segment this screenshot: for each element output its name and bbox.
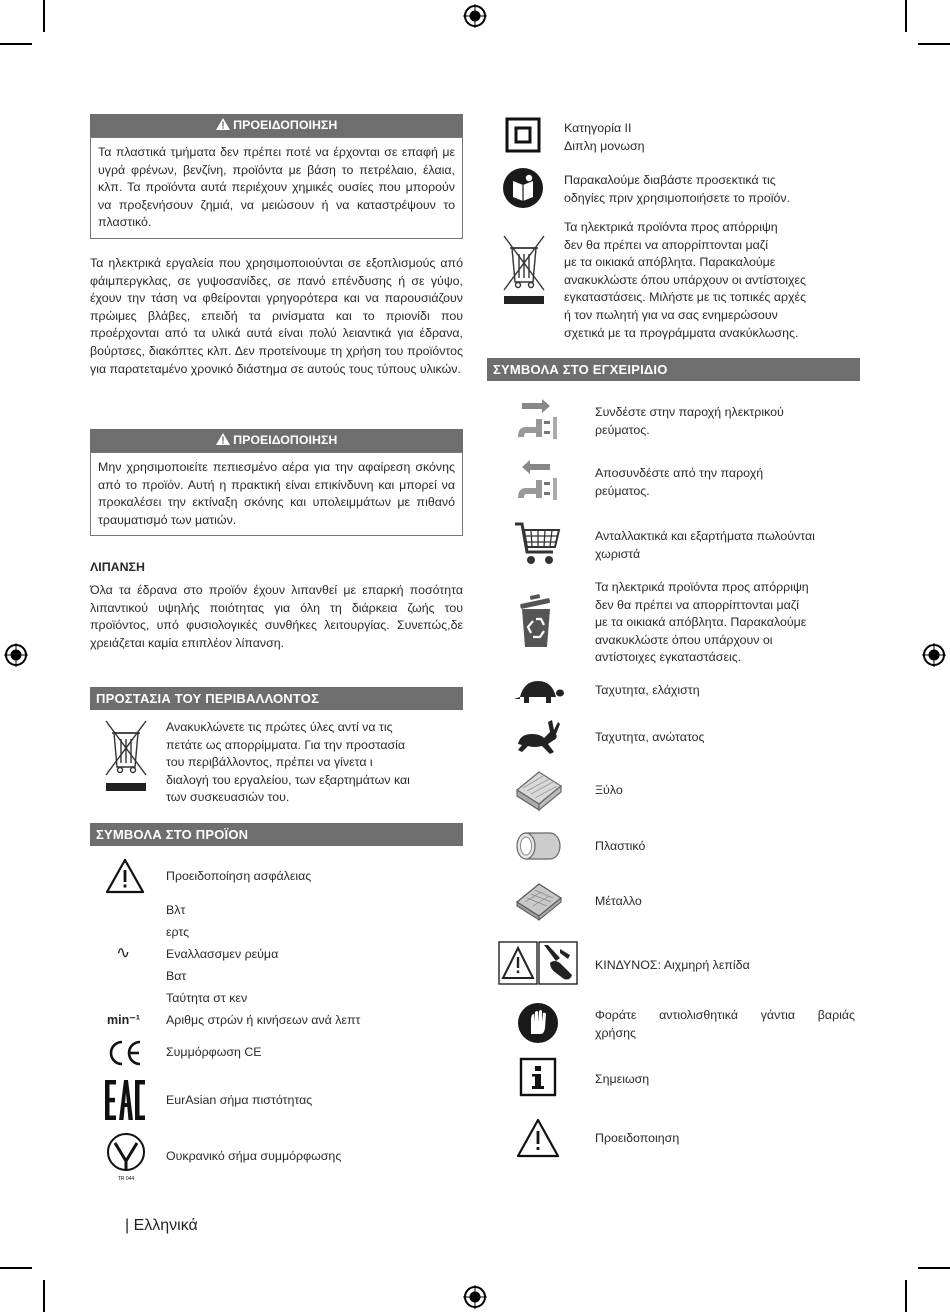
alternating-current-icon: ∿ [116,943,131,962]
lubrication-title: ΛΙΠΑΝΣΗ [90,560,145,574]
info-icon [518,1056,558,1098]
tortoise-icon [511,676,565,706]
registration-mark-icon [463,1285,487,1309]
section-header-environment: ΠΡΟΣΤΑΣΙΑ ΤΟΥ ΠΕΡΙΒΑΛΛΟΝΤΟΣ [90,687,463,710]
eac-mark-icon [103,1078,147,1122]
svg-text:TR 044: TR 044 [117,1176,135,1181]
symbol-description: Τα ηλεκτρικά προϊόντα προς απόρριψη δεν θα πρέπει να απορρίπτονται μαζί με τα οικιακά απόβλητα. Παρακαλούμε ανακυκλώστε όπου υπάρχουν οι αντίστοιχες εγκαταστάσεις. Μιλήστε με τις τοπικές αρχές ή τον πωλητή για να σας ενημερώσουν σχετικά με τα προγράμματα ανακύκλωσης. [564,220,807,340]
warning-box [90,429,463,536]
registration-mark-icon [922,643,946,667]
plug-connect-icon [511,396,561,444]
crop-mark [905,0,907,32]
metal-plate-icon [512,880,566,924]
warning-header [90,429,463,452]
plug-disconnect-icon [511,457,561,505]
recycle-bin-icon [514,592,558,650]
crop-mark [43,1280,45,1312]
warning-title: ΠΡΟΕΙΔΟΠΟΙΗΣΗ [233,118,338,132]
body-paragraph: Τα ηλεκτρικά εργαλεία που χρησιμοποιούνται σε εξοπλισμούς από φάιμπεργκλας, σε γυψοσανίδες, σε πανό επένδυσης ή σε γύψο, έχουν την τάση να φθείρονται γρηγορότερα και να παρουσιάζουν πρώιμες βλάβες, επειδή τα ρινίσματα και το πριονίδι που προέρχονται από τα υλικά αυτά είναι πολύ λειαντικά για έδρανα, βούρτσες, διακόπτες κλπ. Δεν προτείνουμε τη χρήση του προϊόντος για παρατεταμένο χρονικό διάστημα σε αυτούς τους τύπους υλικών. [90,256,463,376]
crop-mark [0,1267,32,1269]
page-footer-language: | Ελληνικά [125,1217,198,1234]
product-symbol-label: Αριθμς στρών ή κινήσεων ανά λεπτ [166,1013,361,1027]
symbol-description: Παρακαλούμε διαβάστε προσεκτικά τις οδηγίες πριν χρησιμοποιήσετε το προϊόν. [564,173,791,205]
ukraine-conformity-icon [104,1131,148,1181]
symbol-description: Αποσυνδέστε από την παροχή ρεύματος. [595,466,764,498]
read-manual-icon [501,166,545,210]
product-symbol-label: Βατ [166,969,187,983]
symbol-description: Σημειωση [595,1072,650,1086]
min-symbol: min⁻¹ [107,1013,140,1027]
registration-mark-icon [4,643,28,667]
wheelie-bin-crossed-icon [496,234,552,310]
symbol-description: Κατηγορία II Διπλη μονωση [564,121,645,153]
product-symbol-label: EurAsian σήμα πιστότητας [166,1093,313,1107]
product-symbol-label: Προειδοποίηση ασφάλειας [166,869,312,883]
environment-text: Ανακυκλώνετε τις πρώτες ύλες αντί να τις πετάτε ως απορρίμματα. Για την προστασία του περιβάλλοντος, πρέπει να γίνετα ι διαλογή του εργαλείου, των εξαρτημάτων και των συσκευασιών του. [166,720,410,805]
section-header-manual-symbols: ΣΥΜΒΟΛΑ ΣΤΟ ΕΓΧΕΙΡΙΔΙΟ [487,358,860,381]
symbol-description: Ταχυτητα, ελάχιστη [595,683,700,697]
warning-title: ΠΡΟΕΙΔΟΠΟΙΗΣΗ [233,433,338,447]
sharp-blade-danger-icon [498,941,578,985]
symbol-description: Τα ηλεκτρικά προϊόντα προς απόρριψη δεν θα πρέπει να απορρίπτονται μαζί με τα οικιακά απόβλητα. Παρακαλούμε ανακυκλώστε όπου υπάρχουν οι αντίστοιχες εγκαταστάσεις. [595,580,809,665]
warning-triangle-icon [216,433,233,447]
plastic-pipe-icon [515,824,563,868]
product-symbol-label: Συμμόρφωση CE [166,1045,262,1059]
ce-mark-icon [105,1038,145,1068]
wheelie-bin-crossed-icon [98,719,154,795]
symbol-description: Μέταλλο [595,894,642,908]
shopping-cart-icon [512,519,562,569]
product-symbol-label: Ταύτητα στ κεν [166,991,248,1005]
crop-mark [918,43,950,45]
hare-icon [513,717,563,757]
product-symbol-label: Βλτ [166,903,186,917]
symbol-description: Φοράτε αντιολισθητικά γάντια βαριάς χρήσης [595,1008,855,1040]
product-symbol-label: Εναλλασσμεν ρεύμα [166,947,279,961]
warning-text: Τα πλαστικά τμήματα δεν πρέπει ποτέ να έρχονται σε επαφή με υγρά φρένων, βενζίνη, προϊόντα με βάση το πετρέλαιο, έλαια, κλπ. Τα προϊόντα αυτά περιέχουν χημικές ουσίες που μπορούν να προξενήσουν ζημιά, να μειώσουν ή να καταστρέψουν το πλαστικό. [98,145,455,230]
crop-mark [905,1280,907,1312]
lubrication-text: Όλα τα έδρανα στο προϊόν έχουν λιπανθεί με επαρκή ποσότητα λιπαντικού υψηλής ποιότητας για όλη τη διάρκεια ζωής του προϊόντος, υπό φυσιολογικές συνθήκες λειτουργίας. Συνεπώς,δε χρειάζεται καμία επιπλέον λίπανση. [90,583,463,650]
registration-mark-icon [463,4,487,28]
warning-triangle-icon [103,856,147,896]
warning-header [90,114,463,137]
crop-mark [0,43,32,45]
class-ii-double-insulation-icon [503,116,543,154]
gloves-icon [516,1001,560,1045]
symbol-description: Συνδέστε στην παροχή ηλεκτρικού ρεύματος. [595,405,784,437]
symbol-description: Προειδοποιηση [595,1131,680,1145]
warning-triangle-icon [216,118,233,132]
warning-text: Μην χρησιμοποιείτε πεπιεσμένο αέρα για την αφαίρεση σκόνης από το προϊόν. Αυτή η πρακτική είναι επικίνδυνη και μπορεί να προκαλέσει την εκτίναξη σκόνης και υπολειμμάτων με πιθανό τραυματισμό των ματιών. [98,460,455,527]
symbol-description: Ανταλλακτικά και εξαρτήματα πωλούνται χωριστά [595,529,815,561]
product-symbol-label: ερτς [166,925,190,939]
product-symbol-label: Ουκρανικό σήμα συμμόρφωσης [166,1149,342,1163]
wood-icon [512,768,566,812]
symbol-description: Πλαστικό [595,839,646,853]
crop-mark [918,1267,950,1269]
warning-box [90,114,463,239]
section-header-product-symbols: ΣΥΜΒΟΛΑ ΣΤΟ ΠΡΟΪΟΝ [90,823,463,846]
warning-triangle-icon [514,1116,562,1160]
crop-mark [43,0,45,32]
symbol-description: Ταχυτητα, ανώτατος [595,730,705,744]
symbol-description: ΚΙΝΔΥΝΟΣ: Αιχμηρή λεπίδα [595,958,750,972]
symbol-description: Ξύλο [595,783,623,797]
